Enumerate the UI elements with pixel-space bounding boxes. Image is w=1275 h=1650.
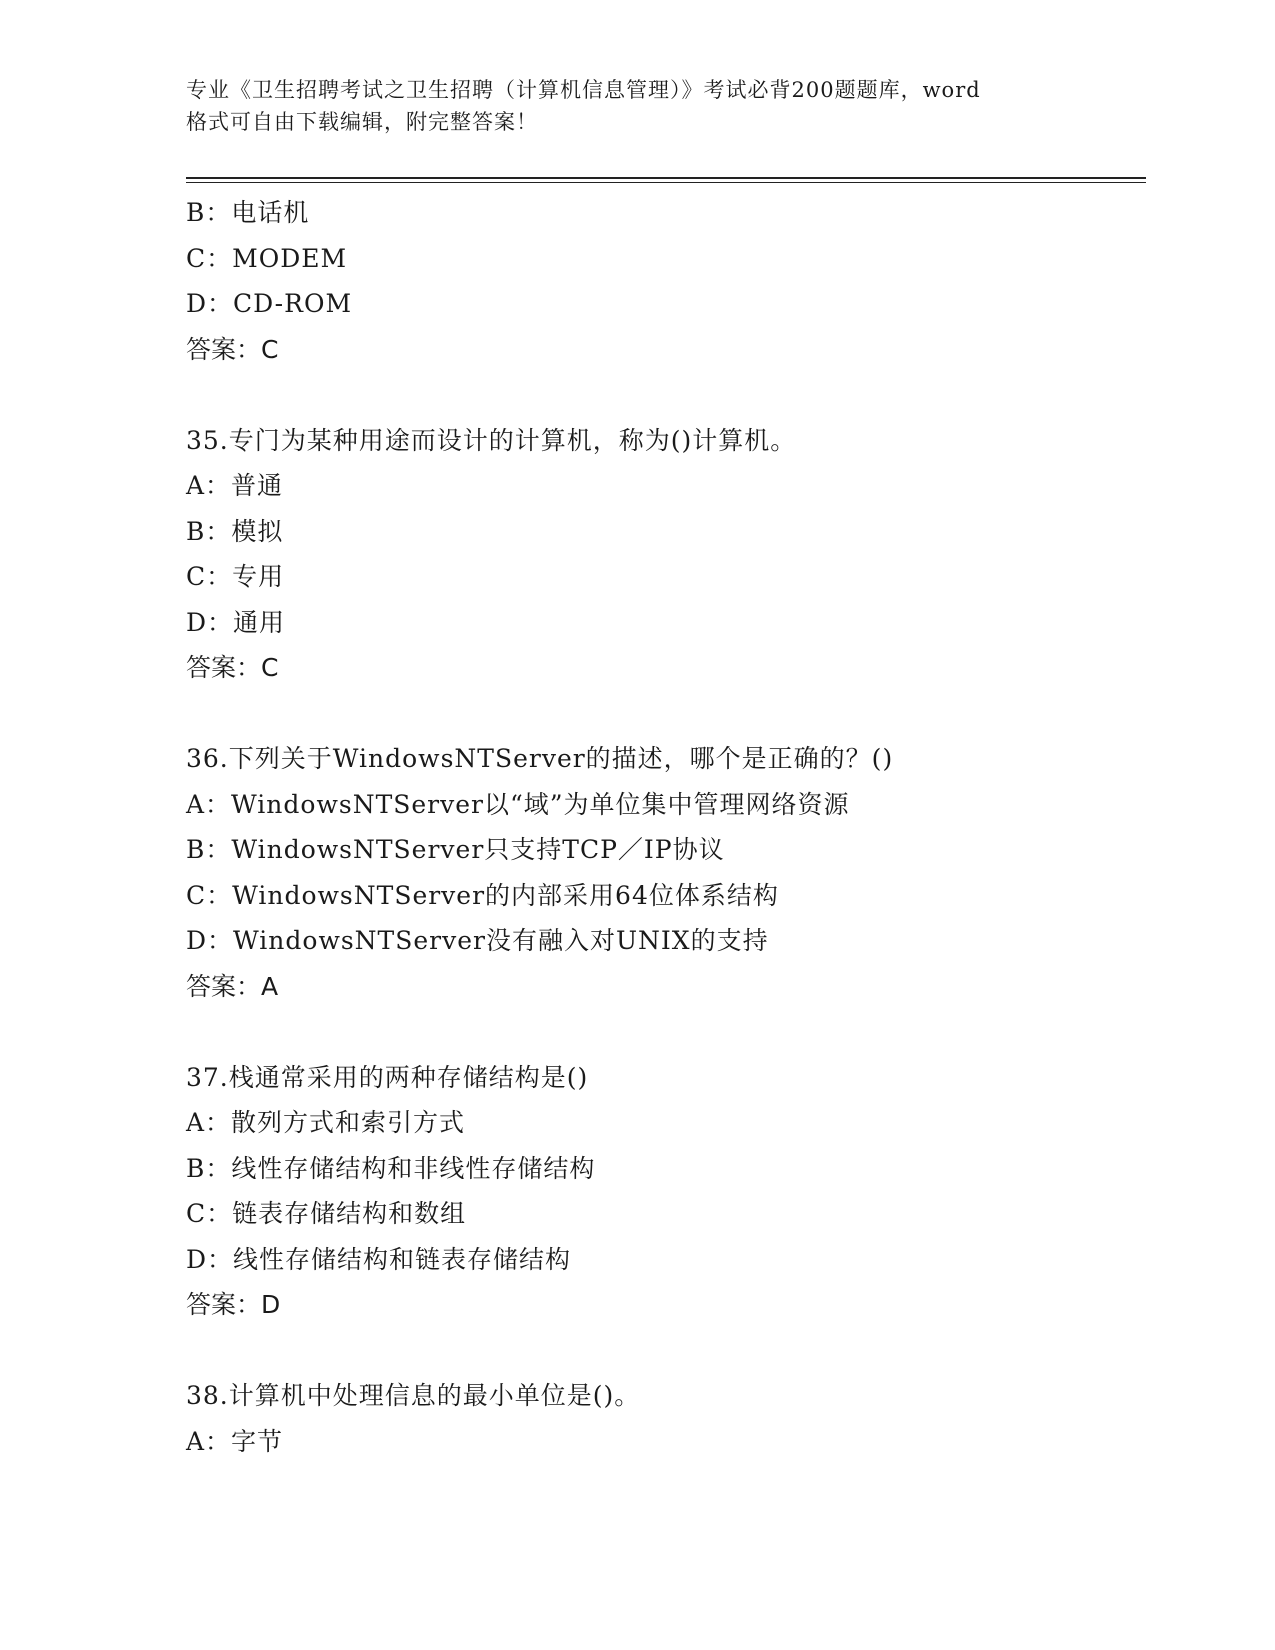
question-block-continued [186,190,1146,372]
option-c: C：专用 [186,562,285,591]
answer-line: 答案：C [186,653,279,682]
option-a: A：普通 [186,471,284,500]
document-header [186,74,1086,138]
header-line-2: 格式可自由下载编辑，附完整答案！ [186,110,538,134]
option-c: C：MODEM [186,243,348,273]
question-stem: 38.计算机中处理信息的最小单位是()。 [186,1381,641,1410]
question-block-35 [186,418,1146,691]
question-stem: 35.专门为某种用途而设计的计算机，称为()计算机。 [186,425,797,455]
question-stem: 37.栈通常采用的两种存储结构是() [186,1062,589,1092]
option-b: B：线性存储结构和非线性存储结构 [186,1153,596,1183]
answer-line: 答案：C [186,334,279,364]
header-rule-thick [186,177,1146,179]
question-block-38 [186,1373,1146,1464]
option-c: C：WindowsNTServer的内部采用64位体系结构 [186,880,779,910]
option-b: B：模拟 [186,516,284,546]
question-stem: 36.下列关于WindowsNTServer的描述，哪个是正确的？() [186,744,894,773]
question-list [186,190,1146,1464]
header-line-1: 专业《卫生招聘考试之卫生招聘（计算机信息管理）》考试必背200题题库，word [186,78,981,102]
header-rule-thin [186,182,1146,183]
option-b: B：WindowsNTServer只支持TCP／IP协议 [186,835,725,864]
answer-line: 答案：D [186,1290,281,1319]
option-a: A：散列方式和索引方式 [186,1108,466,1137]
option-c: C：链表存储结构和数组 [186,1199,467,1228]
option-a: A：WindowsNTServer以“域”为单位集中管理网络资源 [186,789,850,819]
answer-line: 答案：A [186,971,279,1001]
option-d: D：线性存储结构和链表存储结构 [186,1244,572,1274]
option-d: D：CD-ROM [186,289,353,318]
option-d: D：WindowsNTServer没有融入对UNIX的支持 [186,926,769,955]
option-d: D：通用 [186,607,286,637]
question-block-36 [186,736,1146,1009]
question-block-37 [186,1055,1146,1328]
option-b: B：电话机 [186,198,310,227]
option-a: A：字节 [186,1426,284,1456]
